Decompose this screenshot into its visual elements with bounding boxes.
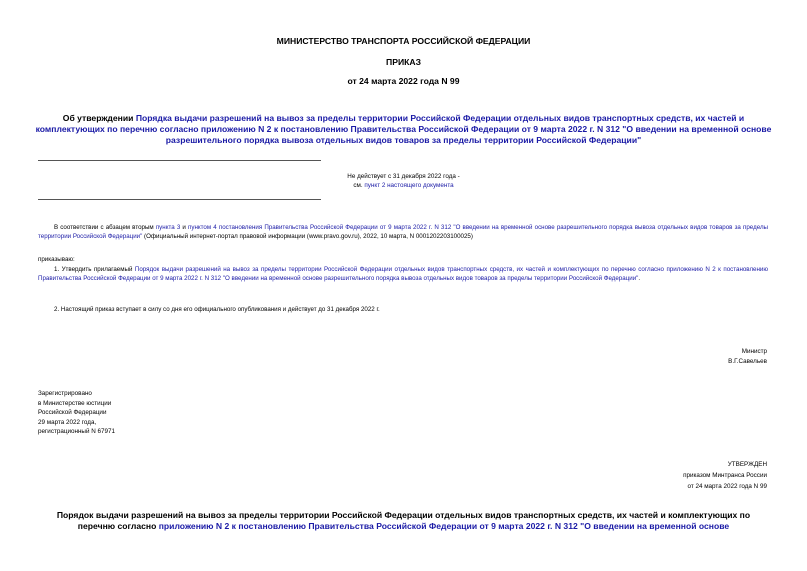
ministry-heading: МИНИСТЕРСТВО ТРАНСПОРТА РОССИЙСКОЙ ФЕДЕРАЦИИ bbox=[276, 36, 531, 46]
annex-title-link[interactable]: приложению N 2 к постановлению Правительства Российской Федерации от 9 марта 2022 г. N 312 "О введении на временной основе bbox=[158, 521, 730, 531]
divider-bottom bbox=[38, 199, 321, 200]
paragraph-basis bbox=[38, 223, 768, 242]
paragraph-effect: 2. Настоящий приказ вступает в силу со дня его официального опубликования и действует до 31 декабря 2022 г. bbox=[54, 306, 380, 313]
status-line-2 bbox=[250, 181, 557, 190]
doc-type-heading: ПРИКАЗ bbox=[386, 57, 421, 67]
approved-line: от 24 марта 2022 года N 99 bbox=[687, 483, 767, 490]
p1-text-b: и bbox=[180, 224, 189, 231]
approved-block bbox=[567, 459, 767, 492]
annex-title-prefix: Порядок выдачи разрешений на вывоз за пределы территории Российской Федерации отдельных видов транспортных средств, их частей и комплектующих по перечню согласно bbox=[56, 510, 751, 531]
registration-line: Российской Федерации bbox=[38, 409, 107, 416]
signature-block bbox=[567, 347, 767, 366]
annex-title bbox=[40, 510, 767, 532]
registration-line: 29 марта 2022 года, bbox=[38, 418, 97, 426]
registration-line: регистрационный N 67971 bbox=[38, 428, 116, 435]
doc-date-number: от 24 марта 2022 года N 99 bbox=[347, 76, 460, 86]
divider-top bbox=[38, 160, 321, 161]
paragraph-approve bbox=[38, 265, 768, 284]
title-link[interactable]: Порядка выдачи разрешений на вывоз за пределы территории Российской Федерации отдельных видов транспортных средств, их частей и комплектующих по перечню согласно приложению N 2 к постановлению Правительства Российской Федерации от 9 марта 2022 г. N 312 "О введении на временной основе разрешительного порядка вывоза отдельных видов товаров за пределы территории Российской Федерации" bbox=[35, 113, 772, 145]
status-line-1: Не действует с 31 декабря 2022 года - bbox=[347, 173, 460, 180]
status-link[interactable]: пункт 2 настоящего документа bbox=[364, 182, 454, 189]
registration-line: в Министерстве юстиции bbox=[38, 399, 112, 407]
status-notice bbox=[250, 172, 557, 190]
status-line-2-prefix: см. bbox=[353, 182, 365, 189]
orders-label: приказываю: bbox=[38, 256, 75, 263]
p1-link-point3[interactable]: пункта 3 bbox=[155, 224, 181, 231]
p2-link-procedure[interactable]: Порядок выдачи разрешений на вывоз за пределы территории Российской Федерации отдельных видов транспортных средств, их частей и комплектующих по перечню согласно приложению N 2 к постановлению Правительства Российской Федерации от 9 марта 2022 г. N 312 "О введении на временной основе разрешительного порядка вывоза отдельных видов товаров за пределы территории Российской Федерации" bbox=[38, 266, 769, 283]
p2-text-b: . bbox=[638, 275, 641, 283]
title-prefix: Об утверждении bbox=[62, 113, 136, 123]
p2-text-a: 1. Утвердить прилагаемый bbox=[54, 266, 135, 273]
approved-line: УТВЕРЖДЕН bbox=[727, 461, 767, 468]
registration-block bbox=[38, 389, 238, 437]
approved-line: приказом Минтранса России bbox=[683, 472, 767, 479]
p1-text-a: В соответствии с абзацем вторым bbox=[54, 224, 156, 231]
document-title bbox=[30, 113, 777, 146]
p1-link-decree[interactable]: пунктом 4 постановления Правительства Российской Федерации от 9 марта 2022 г. N 312 "О введении на временной основе разрешительного порядка вывоза отдельных видов товаров за пределы территории Российской Федерации" bbox=[38, 224, 769, 241]
signature-name: В.Г.Савельев bbox=[728, 357, 767, 365]
p1-text-c: (Официальный интернет-портал правовой информации (www.pravo.gov.ru), 2022, 10 марта, N 0001202203100025) bbox=[142, 233, 473, 241]
registration-line: Зарегистрировано bbox=[38, 390, 92, 397]
signature-position: Министр bbox=[741, 348, 767, 355]
